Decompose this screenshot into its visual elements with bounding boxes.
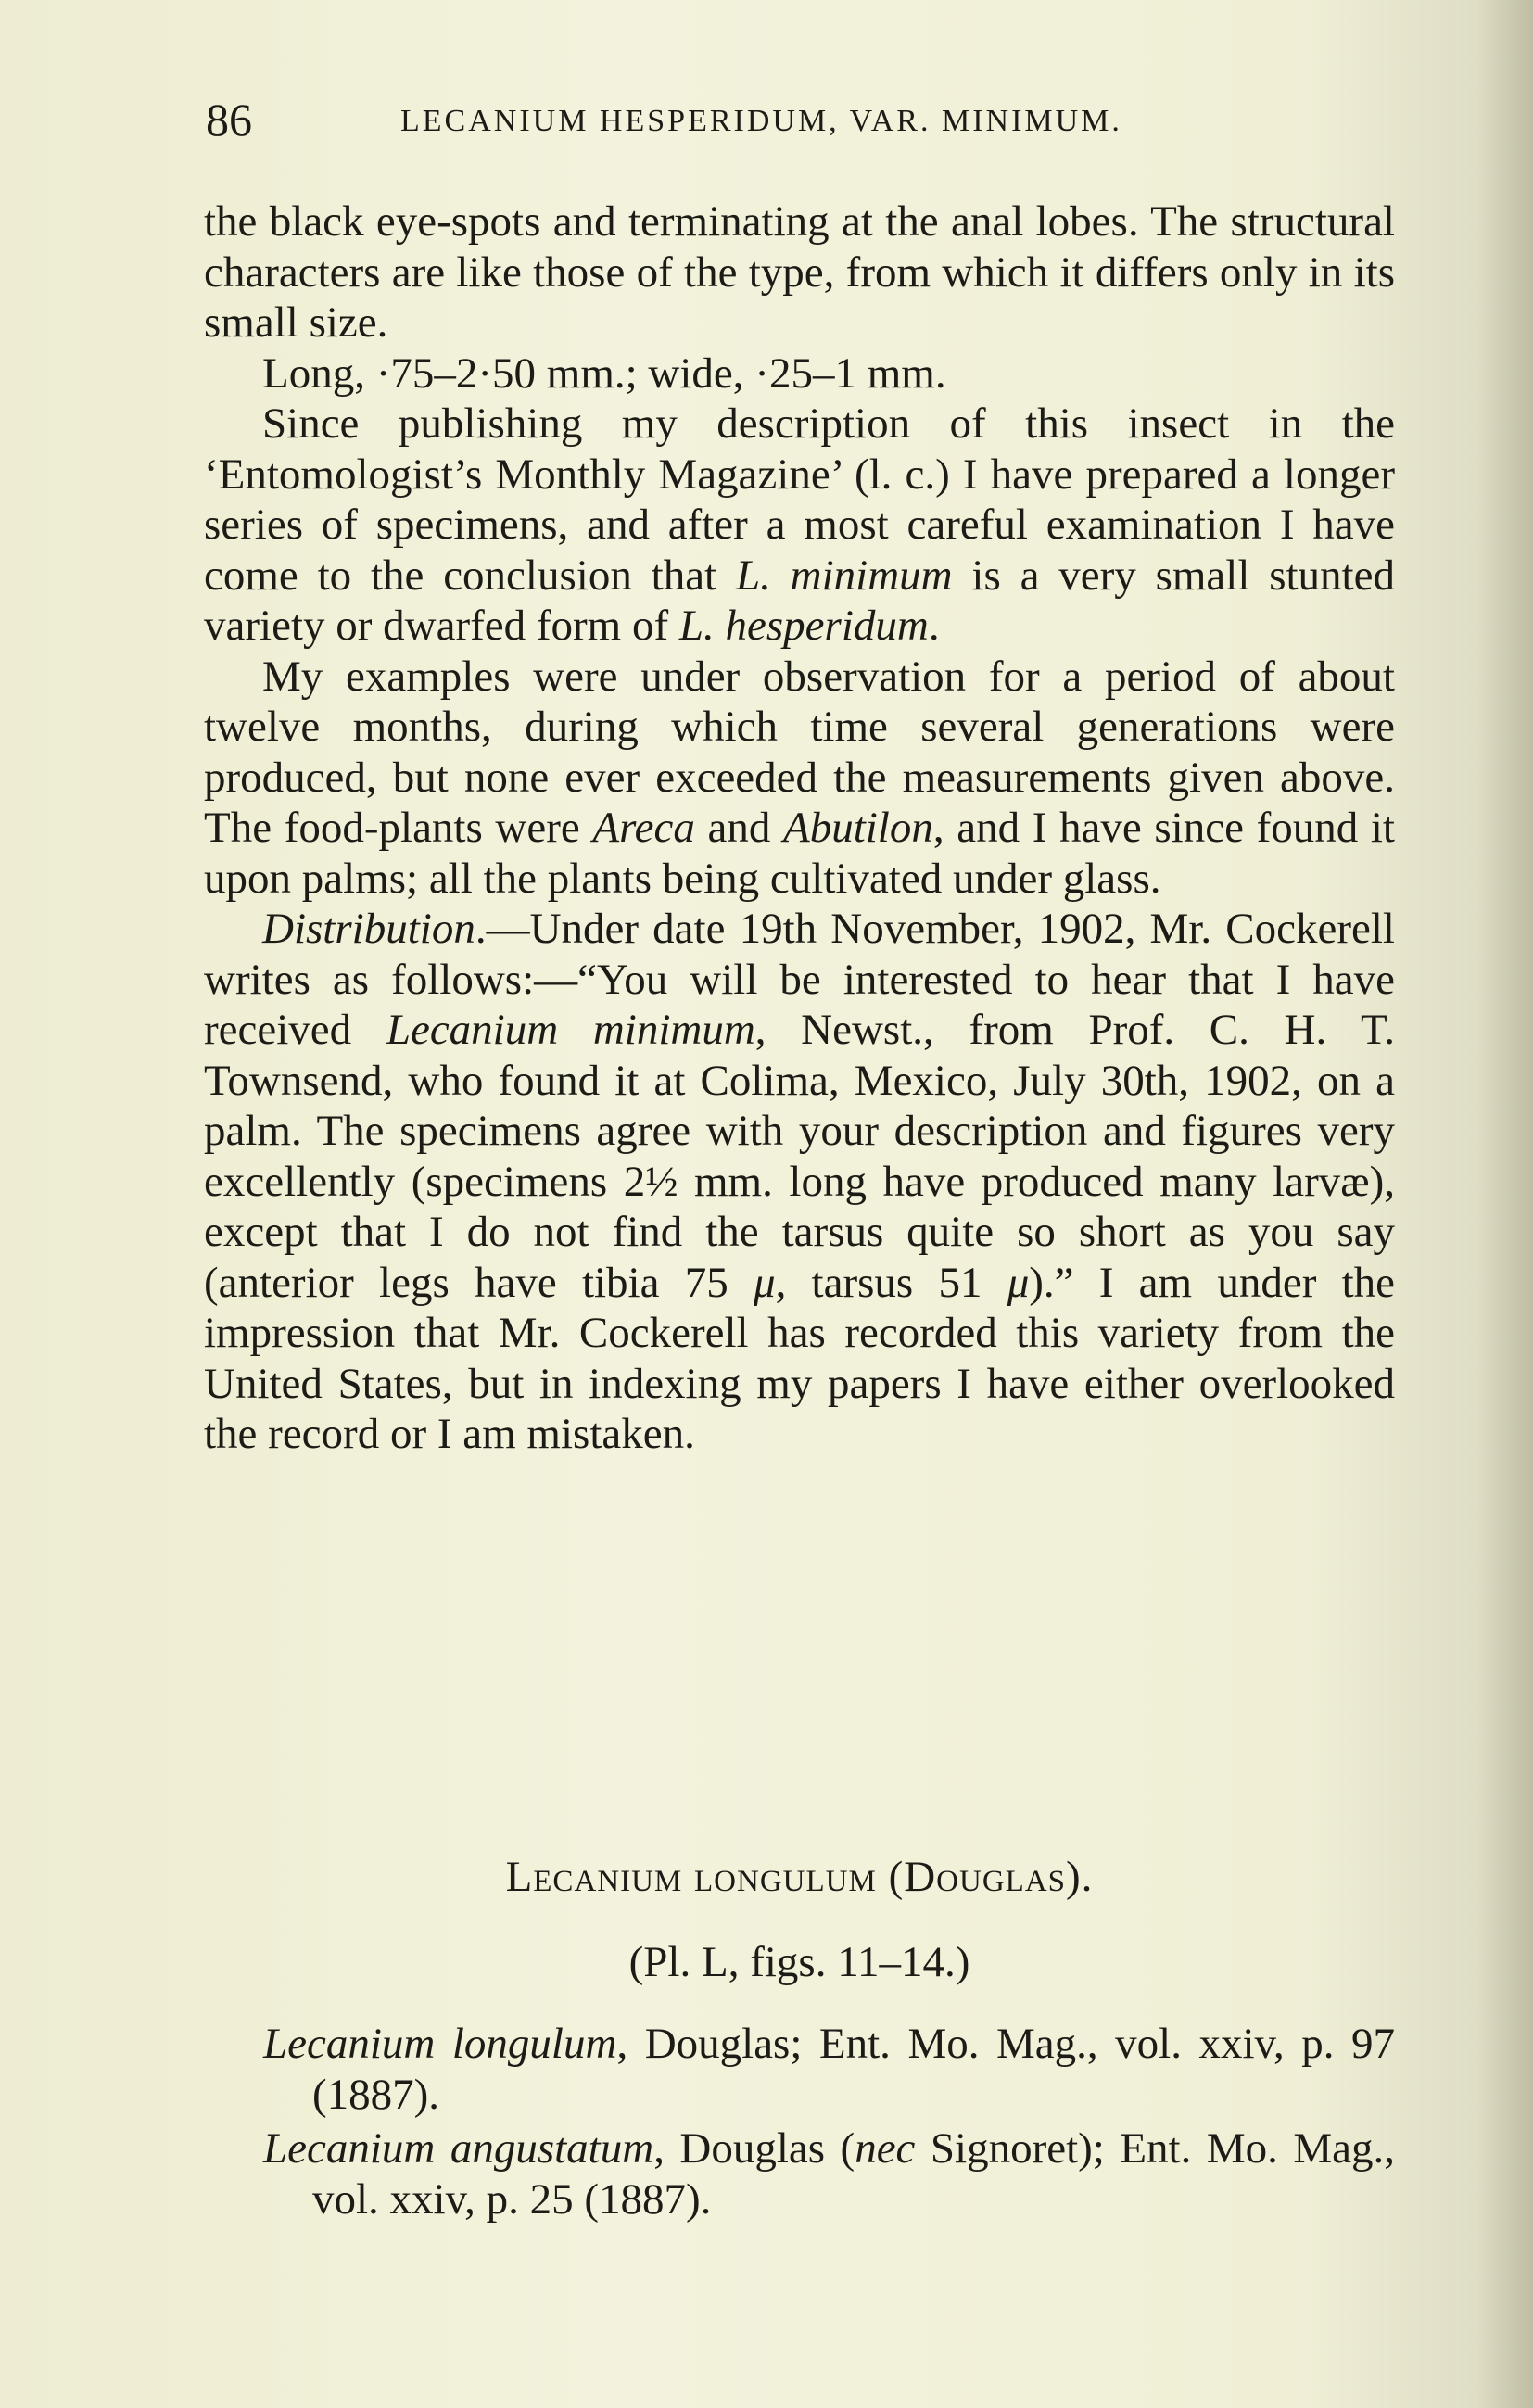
- body-text: [204, 196, 1395, 1460]
- paragraph-text: , tarsus 51: [775, 1258, 1007, 1307]
- synonym-citation: , Douglas; Ent. Mo. Mag., vol. xxiv, p. 97 (1887).: [312, 2020, 1396, 2119]
- page-header: [206, 93, 1401, 158]
- synonym-entry: [204, 2123, 1395, 2224]
- paragraph-text: My examples were under observation for a period of about twelve months, during which time several generations were produced, but none ever exceeded the measurements given above. The food-plants were: [204, 652, 1395, 852]
- plant-name: Abutilon: [782, 804, 933, 852]
- page-number: 86: [206, 94, 252, 146]
- synonym-citation: , Douglas (: [653, 2124, 855, 2173]
- unit-symbol: μ: [753, 1258, 776, 1307]
- paragraph: [204, 349, 1395, 399]
- species-name: L. minimum: [735, 551, 953, 600]
- synonym-name: Lecanium angustatum: [263, 2124, 654, 2173]
- paragraph: [204, 399, 1395, 652]
- paragraph: [204, 904, 1395, 1460]
- section-heading: Lecanium longulum (Douglas).: [505, 1853, 1094, 1901]
- synonym-citation: Signoret); Ent. Mo. Mag., vol. xxiv, p. 25 (1887).: [312, 2124, 1395, 2224]
- plant-name: Areca: [592, 804, 695, 852]
- paragraph-text: and: [694, 804, 783, 852]
- paragraph-text: .: [928, 602, 940, 650]
- unit-symbol: μ: [1007, 1258, 1030, 1307]
- species-name: L. hesperidum: [678, 602, 929, 650]
- measurements-text: Long, ·75–2·50 mm.; wide, ·25–1 mm.: [262, 349, 946, 398]
- plate-reference: (Pl. L, figs. 11–14.): [628, 1938, 970, 1986]
- synonymy-list: [204, 2019, 1395, 2228]
- paragraph: [204, 196, 1395, 349]
- paragraph-text: Since publishing my description of this insect in the ‘Entomologist’s Monthly Magazine’ (l. c.) I have prepared a longer series of specimens, and after a most careful examination I have come to the conclusion that: [204, 399, 1395, 600]
- species-name: Lecanium minimum: [386, 1006, 755, 1054]
- paragraph-text: the black eye-spots and terminating at the anal lobes. The structural characters are like those of the type, from which it differs only in its small size.: [204, 197, 1395, 347]
- distribution-label: Distribution: [262, 905, 475, 953]
- synonym-name: Lecanium longulum: [263, 2020, 617, 2068]
- paragraph-text: is a very small stunted variety or dwarfed form of: [204, 551, 1395, 650]
- paragraph-text: ).” I am under the impression that Mr. Cockerell has recorded this variety from the United States, but in indexing my papers I have either overlooked the record or I am mistaken.: [204, 1258, 1396, 1458]
- paragraph: [204, 652, 1395, 905]
- running-head: LECANIUM HESPERIDUM, VAR. MINIMUM.: [400, 104, 1122, 138]
- synonym-qualifier: nec: [855, 2124, 916, 2173]
- paragraph-text: .—Under date 19th November, 1902, Mr. Cockerell writes as follows:—“You will be interested to hear that I have received: [204, 905, 1395, 1054]
- paragraph-text: , Newst., from Prof. C. H. T. Townsend, who found it at Colima, Mexico, July 30th, 1902, on a palm. The specimens agree with your description and figures very excellently (specimens 2½ mm. long have produced many larvæ), except that I do not find the tarsus quite so short as you say (anterior legs have tibia 75: [204, 1006, 1396, 1307]
- synonym-entry: [204, 2019, 1395, 2120]
- paragraph-text: , and I have since found it upon palms; all the plants being cultivated under glass.: [204, 804, 1395, 903]
